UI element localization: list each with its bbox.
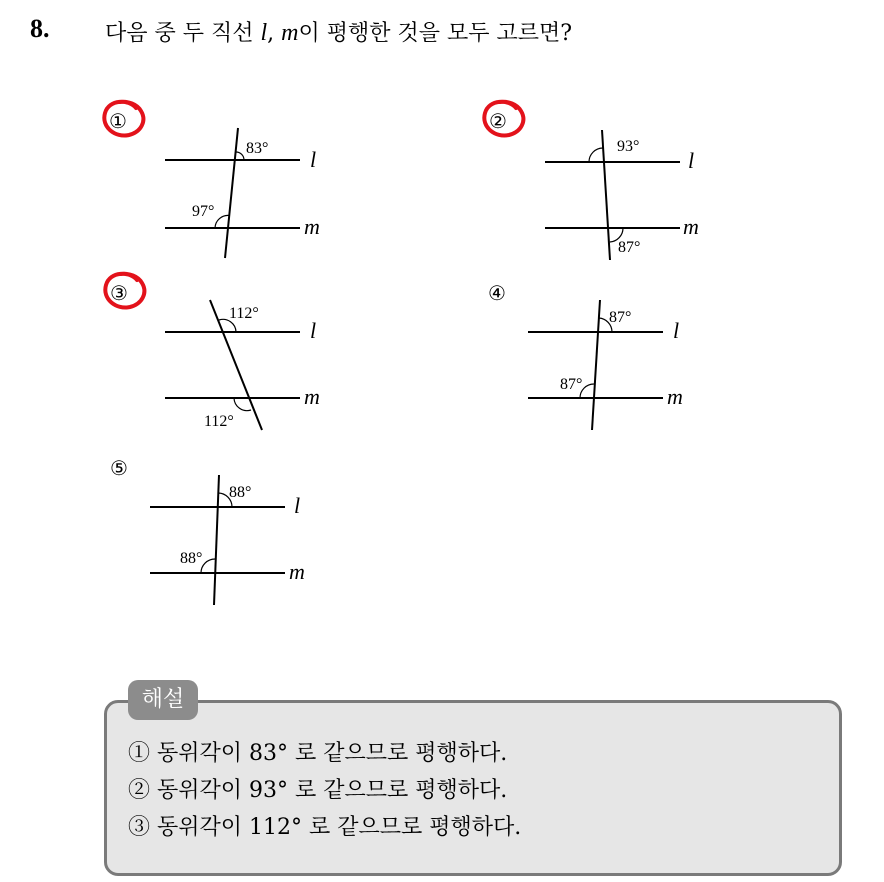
- choice-1-line-m-label: m: [304, 214, 320, 239]
- choice-1-figure: [165, 128, 300, 258]
- choice-4-transversal: [592, 300, 600, 430]
- solution-line-3: ③ 동위각이 112° 로 같으므로 평행하다.: [128, 815, 522, 840]
- choice-5-label: ⑤: [110, 458, 128, 480]
- choice-5-figure: [150, 475, 285, 605]
- question-text-before: 다음 중 두 직선: [105, 21, 261, 46]
- choice-1-transversal: [225, 128, 238, 258]
- question-number: 8.: [30, 14, 50, 43]
- question-comma: ,: [267, 21, 282, 46]
- question-text-after: 이 평행한 것을 모두 고르면?: [298, 21, 573, 46]
- choice-2-angle-arc-top: [589, 148, 603, 162]
- choice-4-figure: [528, 300, 663, 430]
- choice-4-angle-top: 87°: [609, 309, 632, 326]
- choice-2-transversal: [602, 130, 610, 260]
- choice-5-line-l-label: l: [294, 493, 301, 518]
- choice-4-angle-bottom: 87°: [560, 376, 583, 393]
- choice-3-line-l-label: l: [310, 318, 317, 343]
- choice-3-label: ③: [110, 283, 128, 305]
- choice-5-angle-bottom: 88°: [180, 550, 203, 567]
- choice-1-angle-bottom: 97°: [192, 203, 215, 220]
- choice-2-line-m-label: m: [683, 214, 699, 239]
- solution-line-2: ② 동위각이 93° 로 같으므로 평행하다.: [128, 778, 508, 803]
- choice-1-angle-arc-top: [236, 152, 244, 160]
- choice-2-angle-bottom: 87°: [618, 239, 641, 256]
- choice-5-line-m-label: m: [289, 559, 305, 584]
- choice-3-angle-bottom: 112°: [204, 413, 234, 430]
- line-l-variable: l: [260, 20, 268, 46]
- choice-1-angle-top: 83°: [246, 140, 269, 157]
- choice-5-angle-top: 88°: [229, 484, 252, 501]
- solution-line-1: ① 동위각이 83° 로 같으므로 평행하다.: [128, 741, 508, 766]
- solution-title: 해설: [128, 680, 198, 720]
- choice-4-label: ④: [488, 283, 506, 305]
- choice-5-angle-arc-bottom: [201, 559, 215, 573]
- choice-2-label: ②: [489, 111, 507, 133]
- choice-3-line-m-label: m: [304, 384, 320, 409]
- choice-3-angle-arc-bottom: [234, 398, 251, 411]
- choice-1-line-l-label: l: [310, 147, 317, 172]
- choice-2-line-l-label: l: [688, 148, 695, 173]
- choice-5-transversal: [214, 475, 219, 605]
- choice-4-line-m-label: m: [667, 384, 683, 409]
- solution-lines: [128, 735, 521, 846]
- choice-4-line-l-label: l: [673, 318, 680, 343]
- choice-2-figure: [545, 130, 680, 260]
- choice-2-angle-top: 93°: [617, 138, 640, 155]
- line-m-variable: m: [281, 20, 299, 46]
- choice-1-label: ①: [109, 111, 127, 133]
- choice-3-angle-top: 112°: [229, 305, 259, 322]
